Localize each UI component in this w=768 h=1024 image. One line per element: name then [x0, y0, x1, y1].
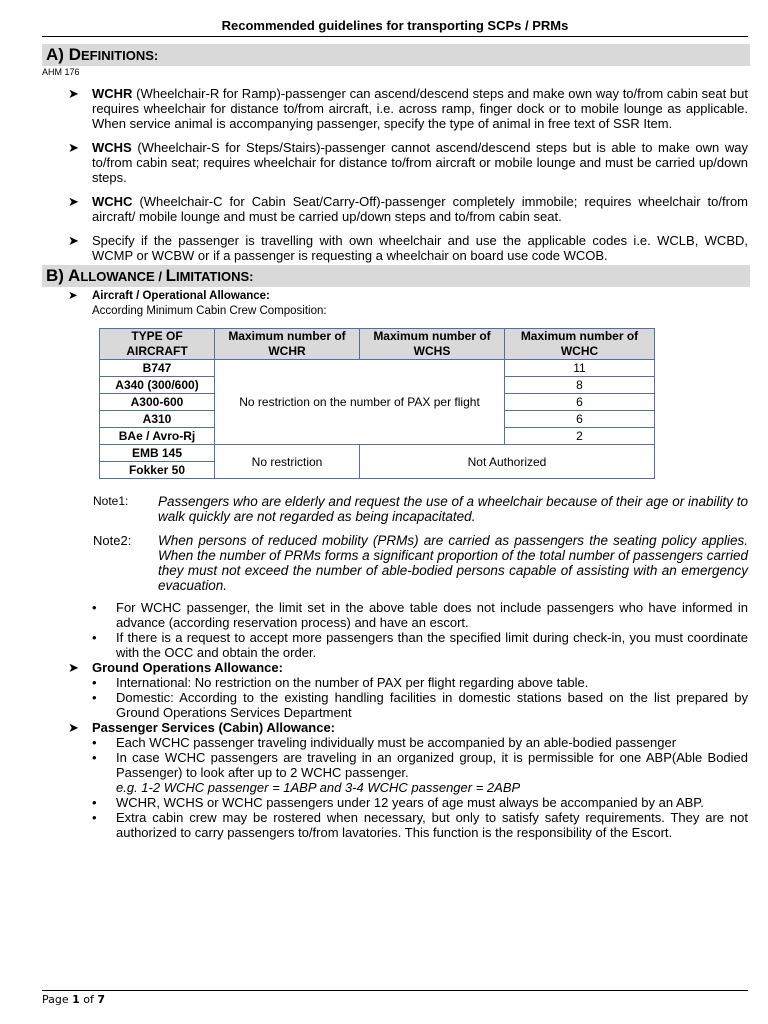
table-row [100, 445, 655, 462]
table-header: Maximum number of WCHC [505, 329, 655, 360]
section-a-letter: A) [46, 45, 64, 64]
definition-term: WCHR [92, 86, 133, 101]
footer-page-prefix: Page [42, 993, 73, 1006]
list-item-text: WCHR, WCHS or WCHC passengers under 12 years of age must always be accompanied by an ABP. [116, 795, 704, 810]
table-cell-aircraft: Fokker 50 [100, 462, 215, 479]
ground-allowance [42, 660, 748, 675]
page-title: Recommended guidelines for transporting SCPs / PRMs [42, 18, 748, 37]
dot-bullet-icon: • [92, 630, 97, 645]
footer-of: of [79, 993, 98, 1006]
table-cell-wchc: 2 [505, 428, 655, 445]
dot-bullet-icon: • [92, 810, 97, 825]
list-item [42, 735, 748, 750]
aircraft-allowance-subtitle: According Minimum Cabin Crew Composition: [92, 305, 327, 317]
aircraft-allowance-heading: Aircraft / Operational Allowance: [92, 290, 270, 302]
arrow-bullet-icon: ➤ [68, 233, 79, 248]
dot-bullet-icon: • [92, 735, 97, 750]
arrow-bullet-icon: ➤ [68, 290, 78, 302]
note-text: Passengers who are elderly and request the use of a wheelchair because of their age or inability to walk quickly are not regarded as being incapacitated. [158, 494, 748, 524]
ground-allowance-list [42, 675, 748, 720]
arrow-bullet-icon: ➤ [68, 86, 79, 101]
list-item [42, 810, 748, 840]
note-1 [42, 494, 748, 524]
definition-term: WCHS [92, 140, 132, 155]
table-cell-aircraft: EMB 145 [100, 445, 215, 462]
ground-allowance-heading: Ground Operations Allowance: [92, 660, 283, 675]
table-cell-wchc: 6 [505, 394, 655, 411]
arrow-bullet-icon: ➤ [68, 194, 79, 209]
document-page [42, 0, 748, 1024]
dot-bullet-icon: • [92, 675, 97, 690]
definitions-list [42, 86, 748, 263]
table-cell-aircraft: BAe / Avro-Rj [100, 428, 215, 445]
arrow-bullet-icon: ➤ [68, 720, 79, 735]
definition-text: (Wheelchair-R for Ramp)-passenger can ascend/descend steps and make own way to/from cabin seat but requires wheelchair for distance to/from aircraft, i.e. across ramp, finger dock or to mobile lounge as applicable. When service animal is accompanying passenger, specify the type of animal in free text of SSR Item. [92, 86, 748, 131]
definition-wchr [42, 86, 748, 131]
table-cell-aircraft: A310 [100, 411, 215, 428]
section-b-letter: B) [46, 266, 64, 285]
section-b-title-part1: LLOWANCE [80, 269, 155, 284]
cabin-allowance-heading: Passenger Services (Cabin) Allowance: [92, 720, 336, 735]
section-b-heading [42, 265, 750, 287]
arrow-bullet-icon: ➤ [68, 140, 79, 155]
footer-page-total: 7 [97, 993, 106, 1006]
note-2 [42, 533, 748, 593]
table-cell-aircraft: B747 [100, 360, 215, 377]
aircraft-allowance [42, 289, 748, 319]
list-item [42, 690, 748, 720]
table-cell-wchc: 6 [505, 411, 655, 428]
note-label: Note2: [93, 533, 132, 548]
dot-bullet-icon: • [92, 690, 97, 705]
ground-allowance-item [42, 660, 748, 675]
definition-text: Specify if the passenger is travelling with own wheelchair and use the applicable codes i.e. WCLB, WCBD, WCMP or WCBW or if a passenger is requesting a wheelchair on board use code WCOB. [92, 233, 748, 263]
cabin-example: e.g. 1-2 WCHC passenger = 1ABP and 3-4 WCHC passenger = 2ABP [116, 780, 521, 795]
section-a-title-initial: D [68, 45, 81, 64]
table-row [100, 360, 655, 377]
cabin-allowance-list [42, 735, 748, 840]
list-item-text: Domestic: According to the existing handling facilities in domestic stations based on the list prepared by Ground Operations Services Department [116, 690, 748, 720]
table-header: Maximum number of WCHS [360, 329, 505, 360]
section-b-title-initial2: L [165, 266, 176, 285]
list-item-text: For WCHC passenger, the limit set in the above table does not include passengers who have informed in advance (according reservation process) and have an escort. [116, 600, 748, 630]
definition-wchs [42, 140, 748, 185]
note-label: Note1: [93, 494, 129, 508]
footer-page-number: 1 [72, 993, 80, 1006]
list-item [42, 630, 748, 660]
aircraft-allowance-item [42, 289, 748, 319]
allowance-table [99, 328, 655, 479]
definition-text: (Wheelchair-C for Cabin Seat/Carry-Off)-passenger completely immobile; requires wheelchair to/from aircraft/ mobile lounge and must be carried up/down steps and to/from cabin seat. [92, 194, 748, 224]
table-cell-wchc: 11 [505, 360, 655, 377]
wchc-limit-list [42, 600, 748, 660]
dot-bullet-icon: • [92, 600, 97, 615]
table-header: TYPE OF AIRCRAFT [100, 329, 215, 360]
section-b-title-initial: A [68, 266, 81, 285]
table-header: Maximum number of WCHR [215, 329, 360, 360]
ahm-reference: AHM 176 [42, 67, 80, 77]
cabin-allowance [42, 720, 748, 735]
list-item-text: International: No restriction on the number of PAX per flight regarding above table. [116, 675, 589, 690]
table-cell-merged: No restriction on the number of PAX per flight [215, 360, 505, 445]
table-cell-aircraft: A340 (300/600) [100, 377, 215, 394]
table-cell-aircraft: A300-600 [100, 394, 215, 411]
definition-wchc [42, 194, 748, 224]
definition-term: WCHC [92, 194, 133, 209]
list-item [42, 750, 748, 795]
list-item [42, 795, 748, 810]
section-a-heading [42, 44, 750, 66]
list-item [42, 600, 748, 630]
definition-text: (Wheelchair-S for Steps/Stairs)-passenger cannot ascend/descend steps but is able to make own way to/from cabin seat; requires wheelchair for distance to/from aircraft or mobile lounge and must be carried up/down steps. [92, 140, 748, 185]
list-item-text: Extra cabin crew may be rostered when necessary, but only to satisfy safety requirements. They are not authorized to carry passengers to/from lavatories. This function is the responsibility of the Escort. [116, 810, 748, 840]
section-a-title-rest: EFINITIONS: [80, 48, 159, 63]
list-item [42, 675, 748, 690]
table-cell-not-authorized: Not Authorized [360, 445, 655, 479]
dot-bullet-icon: • [92, 795, 97, 810]
table-header-row [100, 329, 655, 360]
page-footer [42, 990, 748, 1006]
definition-own-wheelchair [42, 233, 748, 263]
note-text: When persons of reduced mobility (PRMs) are carried as passengers the seating policy applies. When the number of PRMs forms a significant proportion of the total number of passengers carried they must not exceed the number of able-bodied persons capable of assisting with an emergency evacuation. [158, 533, 748, 593]
arrow-bullet-icon: ➤ [68, 660, 79, 675]
dot-bullet-icon: • [92, 750, 97, 765]
list-item-text: If there is a request to accept more passengers than the specified limit during check-in, you must coordinate with the OCC and obtain the order. [116, 630, 748, 660]
cabin-allowance-item [42, 720, 748, 735]
section-b-title-part2: IMITATIONS: [175, 269, 254, 284]
section-b-title-separator: / [154, 269, 166, 284]
table-cell-no-restriction: No restriction [215, 445, 360, 479]
table-cell-wchc: 8 [505, 377, 655, 394]
list-item-text: In case WCHC passengers are traveling in an organized group, it is permissible for one ABP(Able Bodied Passenger) to look after up to 2 WCHC passenger. [116, 750, 748, 780]
list-item-text: Each WCHC passenger traveling individually must be accompanied by an able-bodied passenger [116, 735, 677, 750]
